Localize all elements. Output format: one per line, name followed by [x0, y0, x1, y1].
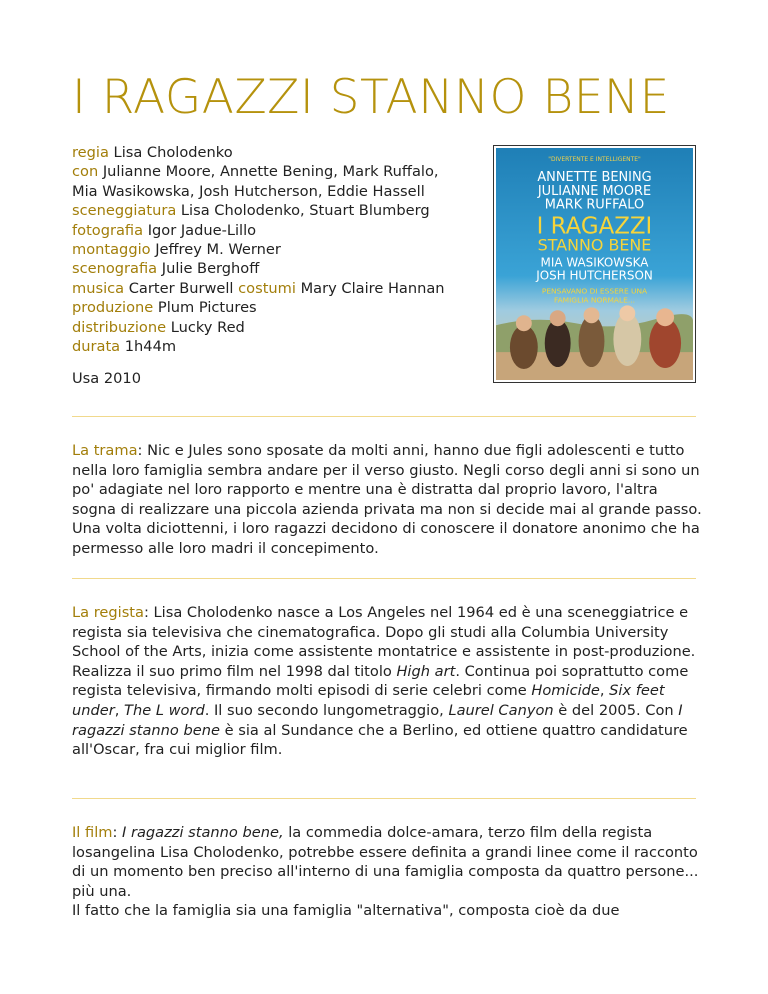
film-title-ref: I ragazzi stanno bene, [122, 824, 284, 841]
poster-tagline: "DIVERTENTE E INTELLIGENTE" [548, 155, 641, 163]
credit-value: Lisa Cholodenko [108, 144, 233, 161]
credit-label: produzione [72, 299, 154, 317]
film-credits [72, 143, 492, 356]
credit-distribuzione [72, 318, 492, 337]
credit-scenografia [72, 259, 492, 278]
poster-actor-2: JULIANNE MOORE [537, 183, 652, 199]
page-title: I RAGAZZI STANNO BENE [72, 70, 670, 125]
section-text: : Lisa Cholodenko nasce a Los Angeles nel 1964 ed è una sceneggiatrice e regista sia televisiva che cinematografica. Dopo gli studi alla Columbia University School of the Arts, inizia come assistente montatrice e assistente in post-produzione. Realizza il suo primo film nel 1998 dal titolo [72, 604, 696, 680]
poster-actor-4: MIA WASIKOWSKA [540, 255, 649, 270]
credit-sceneggiatura [72, 201, 492, 220]
poster-actor-1: ANNETTE BENING [537, 169, 652, 185]
credit-value: Lucky Red [166, 318, 245, 336]
credit-label: con [72, 163, 99, 181]
credit-label: musica [72, 279, 125, 297]
credit-value: Mia Wasikowska, Josh Hutcherson, Eddie Hassell [72, 182, 425, 200]
section-film [72, 823, 702, 921]
section-text: Il fatto che la famiglia sia una famiglia "alternativa", composta cioè da due [72, 902, 620, 920]
credit-con [72, 162, 492, 181]
section-divider [72, 798, 696, 799]
section-text: : Nic e Jules sono sposate da molti anni, hanno due figli adolescenti e tutto nella loro famiglia sembra andare per il verso giusto. Negli corso degli anni si sono un po' adagiate nel loro rapporto e mentre una è distratta dal proprio lavoro, l'altra sogna di realizzare una piccola azienda privata ma non si decide mai al grande passo. Una volta diciottenni, i loro ragazzi decidono di conoscere il donatore anonimo che ha permesso alle loro madri il concepimento. [72, 442, 702, 557]
series-title-ref: The L word [124, 701, 205, 719]
credit-value: Lisa Cholodenko, Stuart Blumberg [176, 202, 430, 220]
poster-title-line-1: I RAGAZZI [536, 213, 653, 240]
section-text: la commedia dolce-amara, terzo film della regista losangelina Lisa Cholodenko, potrebbe essere definita a grandi linee come il racconto di un momento ben preciso all'interno di una famiglia composta da quattro persone... più una. [72, 824, 699, 900]
poster-face-2 [550, 310, 566, 326]
credit-value: 1h44m [120, 338, 177, 356]
poster-figure-1 [510, 325, 538, 369]
section-label: La regista [72, 604, 144, 621]
credit-value: Mary Claire Hannan [295, 279, 445, 297]
credit-label: sceneggiatura [72, 202, 177, 220]
section-text: , [599, 682, 610, 700]
country-year: Usa 2010 [72, 370, 142, 387]
credit-value: Plum Pictures [153, 299, 257, 317]
credit-value: Jeffrey M. Werner [150, 241, 281, 259]
section-text: , [114, 701, 125, 719]
credit-label: fotografia [72, 221, 144, 239]
film-title-ref: Laurel Canyon [448, 701, 554, 719]
section-trama [72, 441, 702, 559]
poster-face-3 [584, 307, 600, 323]
poster-subtitle-1: PENSAVANO DI ESSERE UNA [541, 286, 648, 296]
poster-face-1 [516, 315, 532, 331]
credit-con-continued [72, 182, 492, 201]
credit-value: Julie Berghoff [157, 260, 260, 278]
section-text: è del 2005. Con [553, 701, 679, 719]
credit-label: montaggio [72, 241, 151, 259]
credit-produzione [72, 298, 492, 317]
poster-subtitle-2: FAMIGLIA NORMALE... [553, 295, 636, 305]
series-title-ref: Six feet under [72, 682, 665, 719]
movie-poster [493, 145, 696, 383]
poster-actor-5: JOSH HUTCHERSON [536, 268, 653, 283]
credit-fotografia [72, 221, 492, 240]
credit-label: scenografia [72, 260, 158, 278]
section-regista [72, 603, 702, 760]
series-title-ref: Homicide [531, 682, 600, 700]
section-divider [72, 578, 696, 579]
section-label: Il film [72, 824, 113, 841]
section-text: è sia al Sundance che a Berlino, ed ottiene quattro candidature all'Oscar, fra cui miglior film. [72, 721, 688, 759]
credit-montaggio [72, 240, 492, 259]
credit-label: regia [72, 144, 109, 161]
poster-title-line-2: STANNO BENE [537, 235, 652, 255]
section-label: La trama [72, 442, 138, 459]
section-text: . Il suo secondo lungometraggio, [204, 701, 449, 719]
credit-value: Carter Burwell [124, 279, 239, 297]
credit-regia [72, 143, 492, 162]
credit-label: costumi [238, 279, 296, 297]
poster-face-5 [656, 308, 674, 326]
section-text: : [112, 824, 123, 841]
credit-value: Julianne Moore, Annette Bening, Mark Ruffalo, [98, 163, 439, 181]
film-title-ref: I ragazzi stanno bene [72, 701, 683, 739]
film-title-ref: High art [396, 662, 456, 680]
poster-image [496, 148, 693, 380]
credit-musica-costumi [72, 279, 492, 298]
section-divider [72, 416, 696, 417]
poster-face-4 [619, 305, 635, 321]
section-text: . Continua poi soprattutto come regista televisiva, firmando molti episodi di serie celebri come [72, 662, 689, 700]
credit-durata [72, 337, 492, 356]
poster-actor-3: MARK RUFFALO [544, 197, 645, 213]
credit-label: durata [72, 338, 121, 356]
poster-figure-2 [545, 319, 571, 367]
credit-value: Igor Jadue-Lillo [143, 221, 257, 239]
credit-label: distribuzione [72, 318, 167, 336]
